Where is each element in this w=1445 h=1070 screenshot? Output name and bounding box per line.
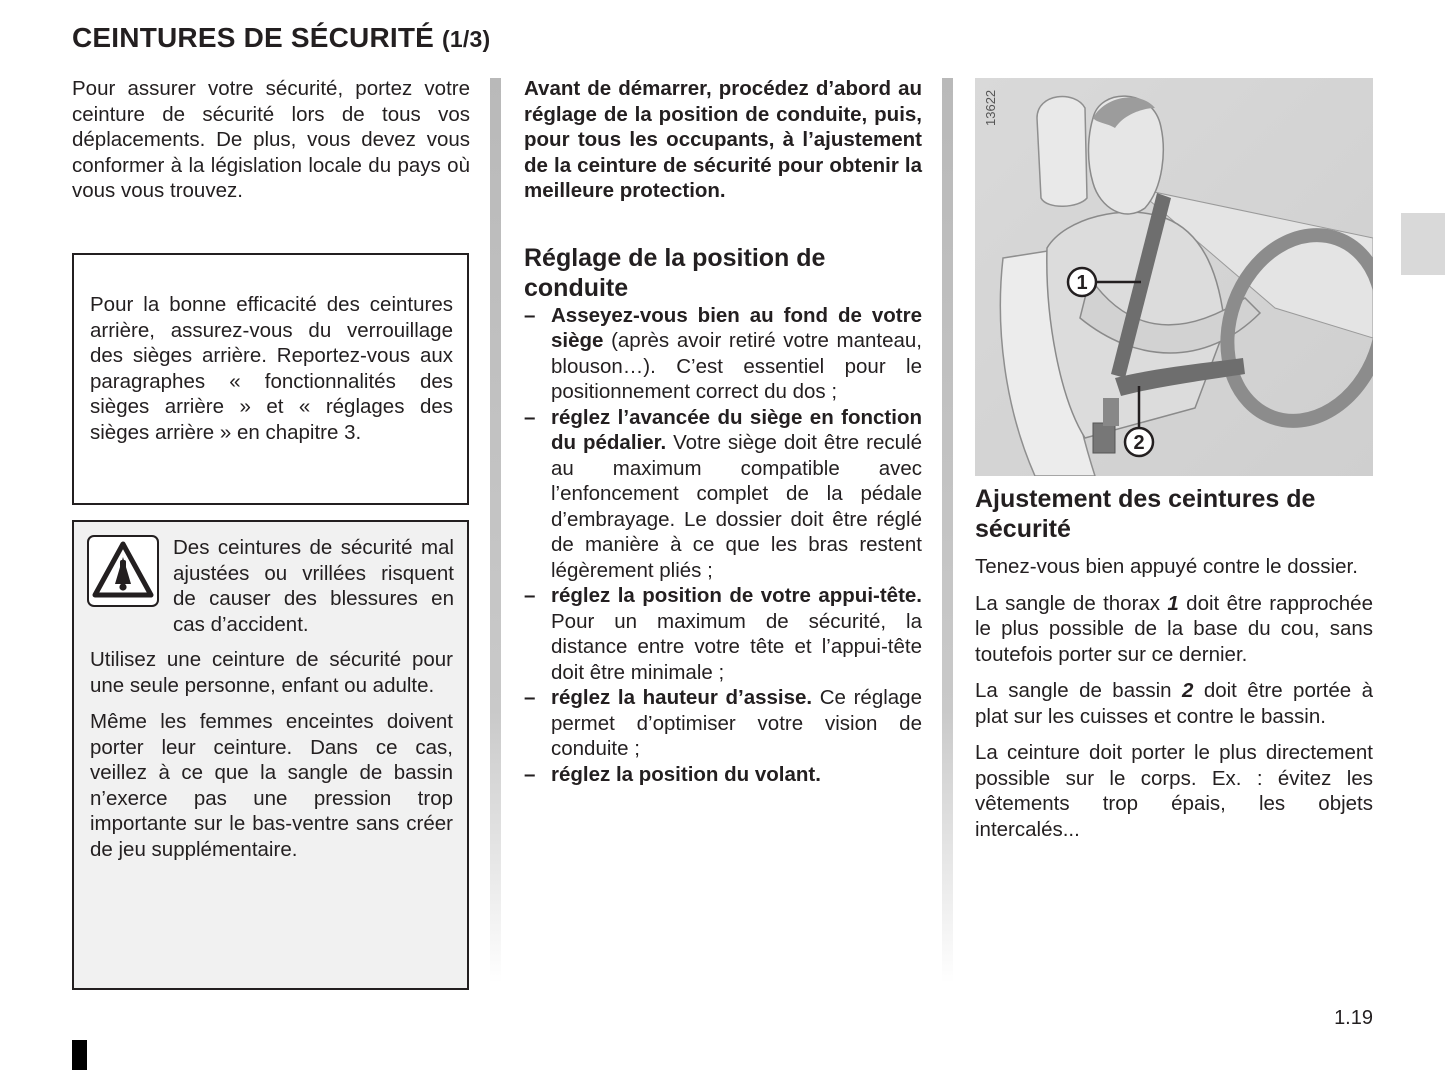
corner-mark	[72, 1040, 87, 1070]
direct-contact-paragraph: La ceinture doit porter le plus directement possible sur le corps. Ex. : évitez les vêtements trop épais, les objets intercalés...	[975, 741, 1373, 841]
belt-adjustment-heading: Ajustement des ceintures de sécurité	[975, 485, 1316, 543]
intro-paragraph: Pour assurer votre sécurité, portez votre ceinture de sécurité lors de tous vos déplacements. De plus, vous devez vous conformer à la législation locale du pays où vous vous trouvez.	[72, 77, 470, 202]
seatbelt-illustration	[975, 78, 1373, 476]
page-title	[72, 22, 490, 54]
column-separator-left	[490, 78, 501, 983]
list-item: – réglez la hauteur d’assise. Ce réglage permet d’optimiser votre vision de conduite ;	[524, 685, 922, 762]
list-item: – réglez la position de votre appui-tête. Pour un maximum de sécurité, la distance entre votre tête et l’appui-tête doit être minimale ;	[524, 583, 922, 685]
rear-seat-note-box	[72, 253, 469, 505]
warning-paragraph-pregnant: Même les femmes enceintes doivent porter leur ceinture. Dans ce cas, veillez à ce que la sangle de bassin n’exerce pas une pression trop importante sur le bas-ventre sans créer de jeu supplémentaire.	[90, 710, 453, 861]
column-3-text	[975, 484, 1373, 842]
warning-paragraph-single-person: Utilisez une ceinture de sécurité pour une seule personne, enfant ou adulte.	[90, 648, 453, 697]
list-item: – Asseyez-vous bien au fond de votre siège (après avoir retiré votre manteau, blouson…). C’est essentiel pour le positionnement correct du dos ;	[524, 303, 922, 405]
lap-strap-paragraph: La sangle de bassin 2 doit être portée à plat sur les cuisses et contre le bassin.	[975, 679, 1373, 728]
list-item: – réglez la position du volant.	[524, 762, 922, 788]
column-2	[524, 76, 922, 787]
warning-box	[72, 520, 469, 990]
callout-1: 1	[1076, 272, 1088, 294]
column-separator-right	[942, 78, 953, 983]
lean-back-paragraph: Tenez-vous bien appuyé contre le dossier.	[975, 555, 1358, 578]
warning-text: Des ceintures de sécurité mal ajustées ou vrillées risquent de causer des blessures en cas d’accident.	[173, 536, 454, 636]
list-item: – réglez l’avancée du siège en fonction du pédalier. Votre siège doit être reculé au maximum compatible avec l’enfoncement complet de la pédale d’embrayage. Le dossier doit être réglé de manière à ce que les bras restent légèrement pliés ;	[524, 405, 922, 584]
rear-seat-note: Pour la bonne efficacité des ceintures arrière, assurez-vous du verrouillage des sièges arrière. Reportez-vous aux paragraphes « fonctionnalités des sièges arrière » et « réglages des sièges arrière » en chapitre 3.	[90, 293, 453, 444]
before-driving-paragraph: Avant de démarrer, procédez d’abord au réglage de la position de conduite, puis, pour tous les occupants, à l’ajustement de la ceinture de sécurité pour obtenir la meilleure protection.	[524, 77, 922, 202]
column-1	[72, 76, 470, 204]
warning-triangle-icon	[87, 535, 159, 607]
driving-position-heading: Réglage de la position de conduite	[524, 243, 826, 302]
page-number: 1.19	[1334, 1007, 1373, 1029]
title-suffix: (1/3)	[442, 26, 491, 52]
title-main: CEINTURES DE SÉCURITÉ	[72, 22, 435, 53]
warning-paragraphs	[90, 647, 453, 862]
driver-seatbelt-drawing	[975, 78, 1373, 476]
callout-2: 2	[1133, 432, 1145, 454]
chapter-tab	[1401, 213, 1445, 275]
driving-position-list	[524, 303, 922, 788]
thorax-strap-paragraph: La sangle de thorax 1 doit être rapprochée le plus possible de la base du cou, sans toutefois porter sur ce dernier.	[975, 591, 1373, 666]
figure-reference: 13622	[983, 89, 998, 126]
